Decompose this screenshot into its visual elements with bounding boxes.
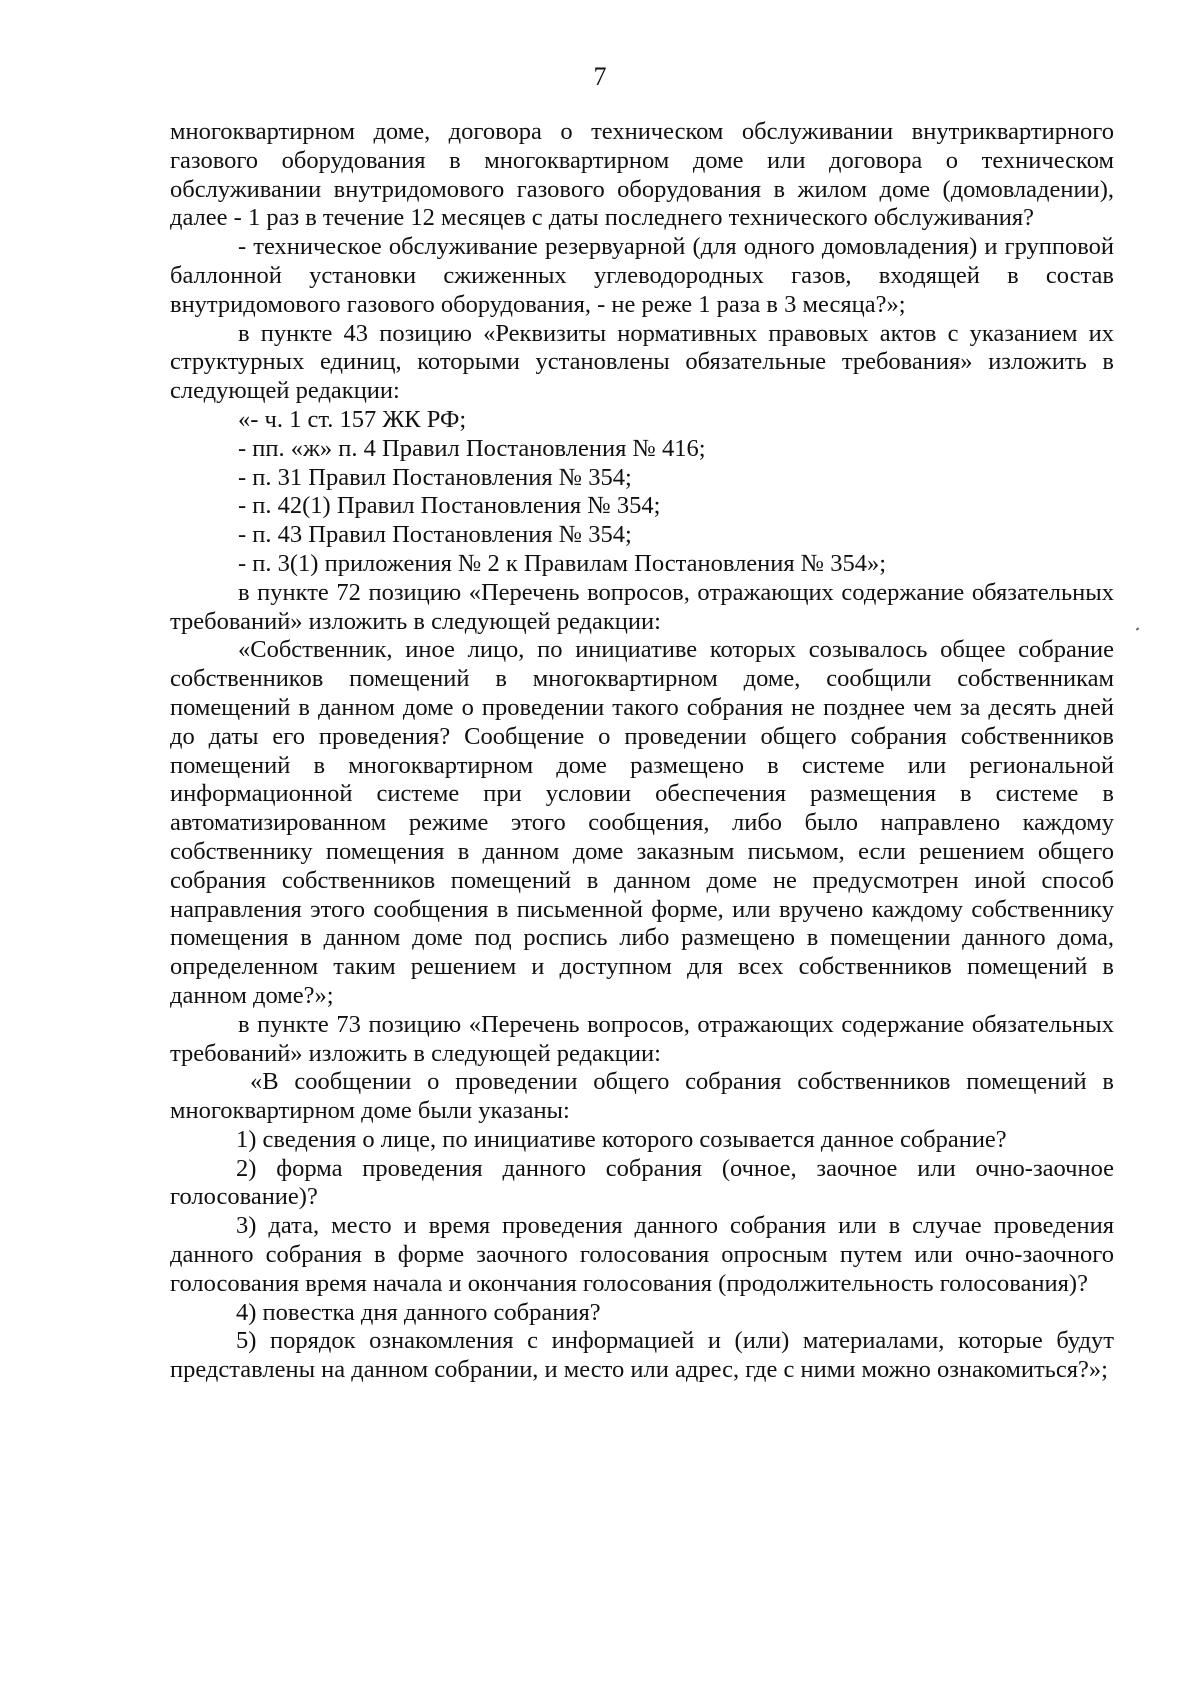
list-item: - п. 43 Правил Постановления № 354; [238,521,632,549]
paragraph-continuation: многоквартирном доме, договора о техническом обслуживании внутриквартирного газового оборудования в многоквартирном доме или договора о техническом обслуживании внутридомового газового оборудования в жилом доме (домовладении), далее - 1 раз в течение 12 месяцев с даты последнего технического обслуживания? [170,118,1114,232]
list-item: - п. 31 Правил Постановления № 354; [238,463,632,491]
numbered-item: 4) повестка дня данного собрания? [236,1298,601,1326]
paragraph-item-73-text: «В сообщении о проведении общего собрания собственников помещений в многоквартирном доме были указаны: [170,1068,1114,1125]
list-item: - п. 3(1) приложения № 2 к Правилам Постановления № 354»; [238,549,887,577]
paragraph-tank-maintenance: - техническое обслуживание резервуарной (для одного домовладения) и групповой баллонной установки сжиженных углеводородных газов, входящей в состав внутридомового газового оборудования, - не реже 1 раза в 3 месяца?»; [170,233,1114,318]
numbered-item: 1) сведения о лице, по инициативе которого созывается данное собрание? [236,1125,1007,1153]
numbered-item: 2) форма проведения данного собрания (очное, заочное или очно-заочное голосование)? [170,1154,1114,1211]
document-body [170,118,1114,1385]
paragraph-item-43: в пункте 43 позицию «Реквизиты нормативных правовых актов с указанием их структурных единиц, которыми установлены обязательные требования» изложить в следующей редакции: [170,319,1114,405]
paragraph-item-72: в пункте 72 позицию «Перечень вопросов, отражающих содержание обязательных требований» изложить в следующей редакции: [170,578,1114,635]
page-number: 7 [593,62,607,91]
list-item: - пп. «ж» п. 4 Правил Постановления № 416; [238,434,706,462]
list-item: - п. 42(1) Правил Постановления № 354; [238,492,661,520]
list-item: «- ч. 1 ст. 157 ЖК РФ; [238,405,467,433]
paragraph-item-72-text: «Собственник, иное лицо, по инициативе которых созывалось общее собрание собственников помещений в многоквартирном доме, сообщили собственникам помещений в данном доме о проведении такого собрания не позднее чем за десять дней до даты его проведения? Сообщение о проведении общего собрания собственников помещений в многоквартирном доме размещено в системе или региональной информационной системе при условии обеспечения размещения в системе в автоматизированном режиме этого сообщения, либо было направлено каждому собственнику помещения в данном доме заказным письмом, если решением общего собрания собственников помещений в данном доме не предусмотрен иной способ направления этого сообщения в письменной форме, или вручено каждому собственнику помещения в данном доме под роспись либо размещено в помещении данного дома, определенном таким решением и доступном для всех собственников помещений в данном доме?»; [170,636,1114,1009]
numbered-item: 3) дата, место и время проведения данного собрания или в случае проведения данного собрания в форме заочного голосования опросным путем или очно-заочного голосования время начала и окончания голосования (продолжительность голосования)? [170,1212,1114,1297]
numbered-item: 5) порядок ознакомления с информацией и (или) материалами, которые будут представлены на данном собрании, и место или адрес, где с ними можно ознакомиться?»; [170,1327,1114,1384]
scan-speck [1136,627,1140,630]
paragraph-item-73: в пункте 73 позицию «Перечень вопросов, отражающих содержание обязательных требований» изложить в следующей редакции: [170,1010,1114,1067]
